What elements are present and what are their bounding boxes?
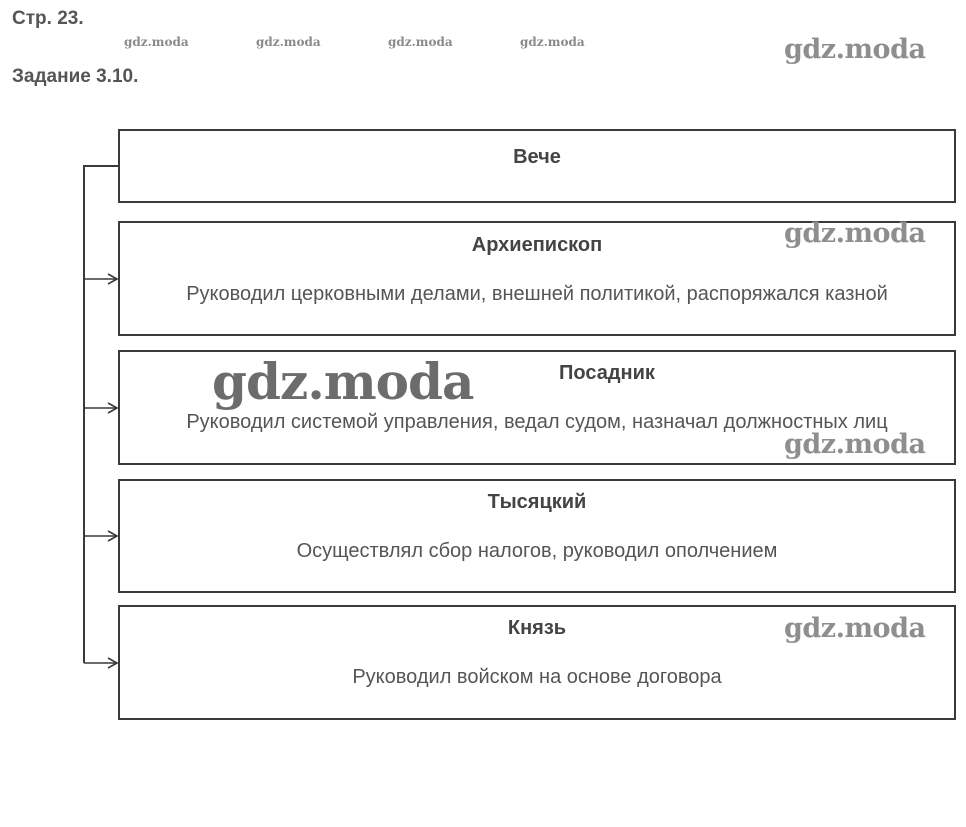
box-title: Архиепископ [471,234,603,256]
box-tysyatsky [118,479,956,593]
box-veche [118,129,956,203]
box-description: Руководил войском на основе договора [352,666,722,688]
watermark-small-2: gdz.moda [256,35,321,49]
watermark-archbishop: gdz.moda [784,218,926,249]
watermark-header: gdz.moda [784,34,926,65]
watermark-posadnik: gdz.moda [784,429,926,460]
page-reference: Стр. 23. [12,8,84,29]
watermark-large: gdz.moda [212,352,474,411]
task-heading: Задание 3.10. [12,66,139,87]
box-description: Руководил церковными делами, внешней политикой, распоряжался казной [186,283,888,305]
box-description: Осуществлял сбор налогов, руководил ополчением [296,540,778,562]
watermark-small-1: gdz.moda [124,35,189,49]
watermark-knyaz: gdz.moda [784,613,926,644]
watermark-small-3: gdz.moda [388,35,453,49]
box-title: Вече [513,146,561,168]
box-title: Тысяцкий [487,491,587,513]
box-title: Посадник [559,362,655,384]
box-title: Князь [507,617,567,639]
box-description: Руководил системой управления, ведал судом, назначал должностных лиц [186,411,888,433]
watermark-small-4: gdz.moda [520,35,585,49]
